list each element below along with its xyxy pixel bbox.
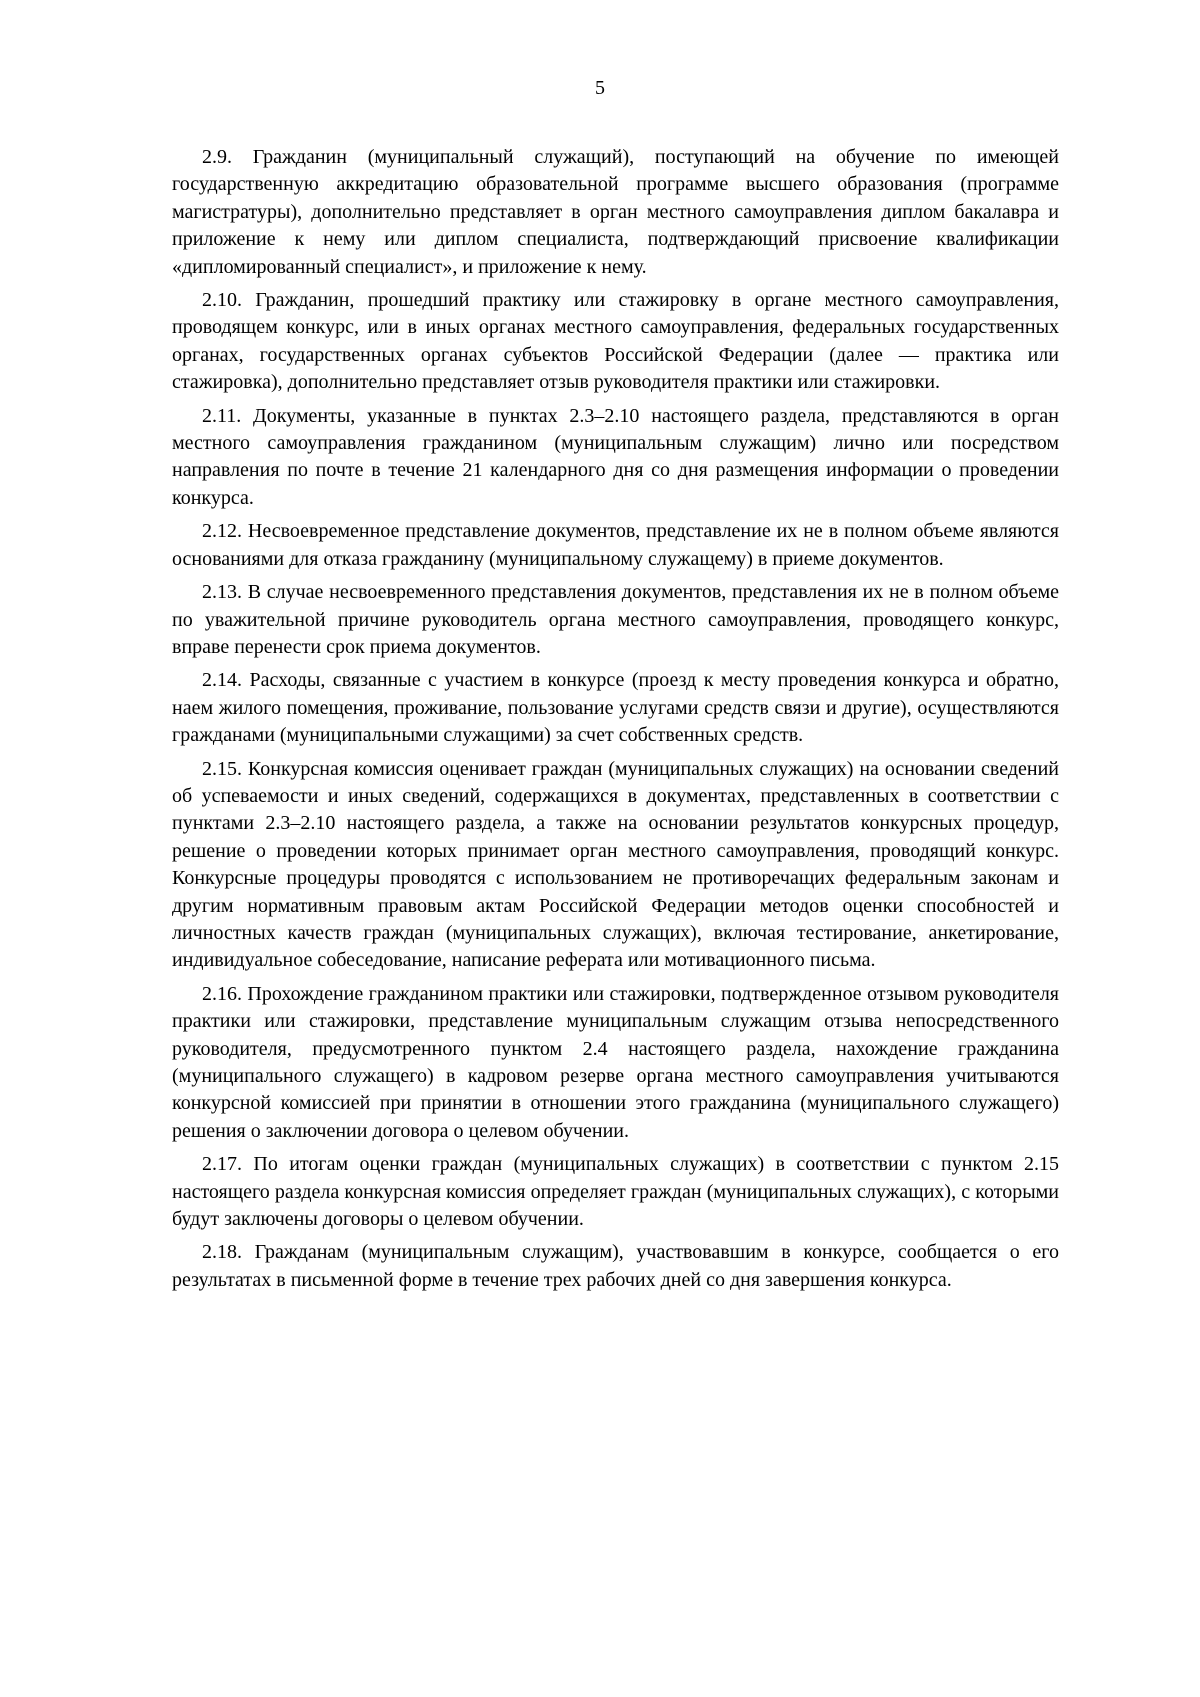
page-number: 5	[595, 77, 605, 99]
document-body	[172, 144, 1059, 1300]
paragraph-2-15: 2.15. Конкурсная комиссия оценивает граждан (муниципальных служащих) на основании сведений об успеваемости и иных сведений, содержащихся в документах, представленных в соответствии с пунктами 2.3–2.10 настоящего раздела, а также на основании результатов конкурсных процедур, решение о проведении которых принимает орган местного самоуправления, проводящий конкурс. Конкурсные процедуры проводятся с использованием не противоречащих федеральным законам и другим нормативным правовым актам Российской Федерации методов оценки способностей и личностных качеств граждан (муниципальных служащих), включая тестирование, анкетирование, индивидуальное собеседование, написание реферата или мотивационного письма.	[172, 757, 1059, 972]
paragraph-2-14: 2.14. Расходы, связанные с участием в конкурсе (проезд к месту проведения конкурса и обратно, наем жилого помещения, проживание, пользование услугами средств связи и другие), осуществляются гражданами (муниципальными служащими) за счет собственных средств.	[172, 669, 1059, 747]
paragraph-2-10: 2.10. Гражданин, прошедший практику или стажировку в органе местного самоуправления, проводящем конкурс, или в иных органах местного самоуправления, федеральных государственных органах, государственных органах субъектов Российской Федерации (далее — практика или стажировка), дополнительно представляет отзыв руководителя практики или стажировки.	[172, 289, 1059, 394]
paragraph-2-16: 2.16. Прохождение гражданином практики или стажировки, подтвержденное отзывом руководителя практики или стажировки, представление муниципальным служащим отзыва непосредственного руководителя, предусмотренного пунктом 2.4 настоящего раздела, нахождение гражданина (муниципального служащего) в кадровом резерве органа местного самоуправления учитываются конкурсной комиссией при принятии в отношении этого гражданина (муниципального служащего) решения о заключении договора о целевом обучении.	[172, 982, 1059, 1142]
paragraph-2-13: 2.13. В случае несвоевременного представления документов, представления их не в полном объеме по уважительной причине руководитель органа местного самоуправления, проводящего конкурс, вправе перенести срок приема документов.	[172, 581, 1059, 658]
paragraph-2-12: 2.12. Несвоевременное представление документов, представление их не в полном объеме являются основаниями для отказа гражданину (муниципальному служащему) в приеме документов.	[172, 520, 1059, 570]
paragraph-2-11: 2.11. Документы, указанные в пунктах 2.3–2.10 настоящего раздела, представляются в орган местного самоуправления гражданином (муниципальным служащим) лично или посредством направления по почте в течение 21 календарного дня со дня размещения информации о проведении конкурса.	[172, 404, 1059, 509]
paragraph-2-9: 2.9. Гражданин (муниципальный служащий), поступающий на обучение по имеющей государственную аккредитацию образовательной программе высшего образования (программе магистратуры), дополнительно представляет в орган местного самоуправления диплом бакалавра и приложение к нему или диплом специалиста, подтверждающий присвоение квалификации «дипломированный специалист», и приложение к нему.	[172, 146, 1059, 278]
paragraph-2-18: 2.18. Гражданам (муниципальным служащим), участвовавшим в конкурсе, сообщается о его результатах в письменной форме в течение трех рабочих дней со дня завершения конкурса.	[172, 1241, 1059, 1291]
paragraph-2-17: 2.17. По итогам оценки граждан (муниципальных служащих) в соответствии с пунктом 2.15 настоящего раздела конкурсная комиссия определяет граждан (муниципальных служащих), с которыми будут заключены договоры о целевом обучении.	[172, 1153, 1059, 1231]
